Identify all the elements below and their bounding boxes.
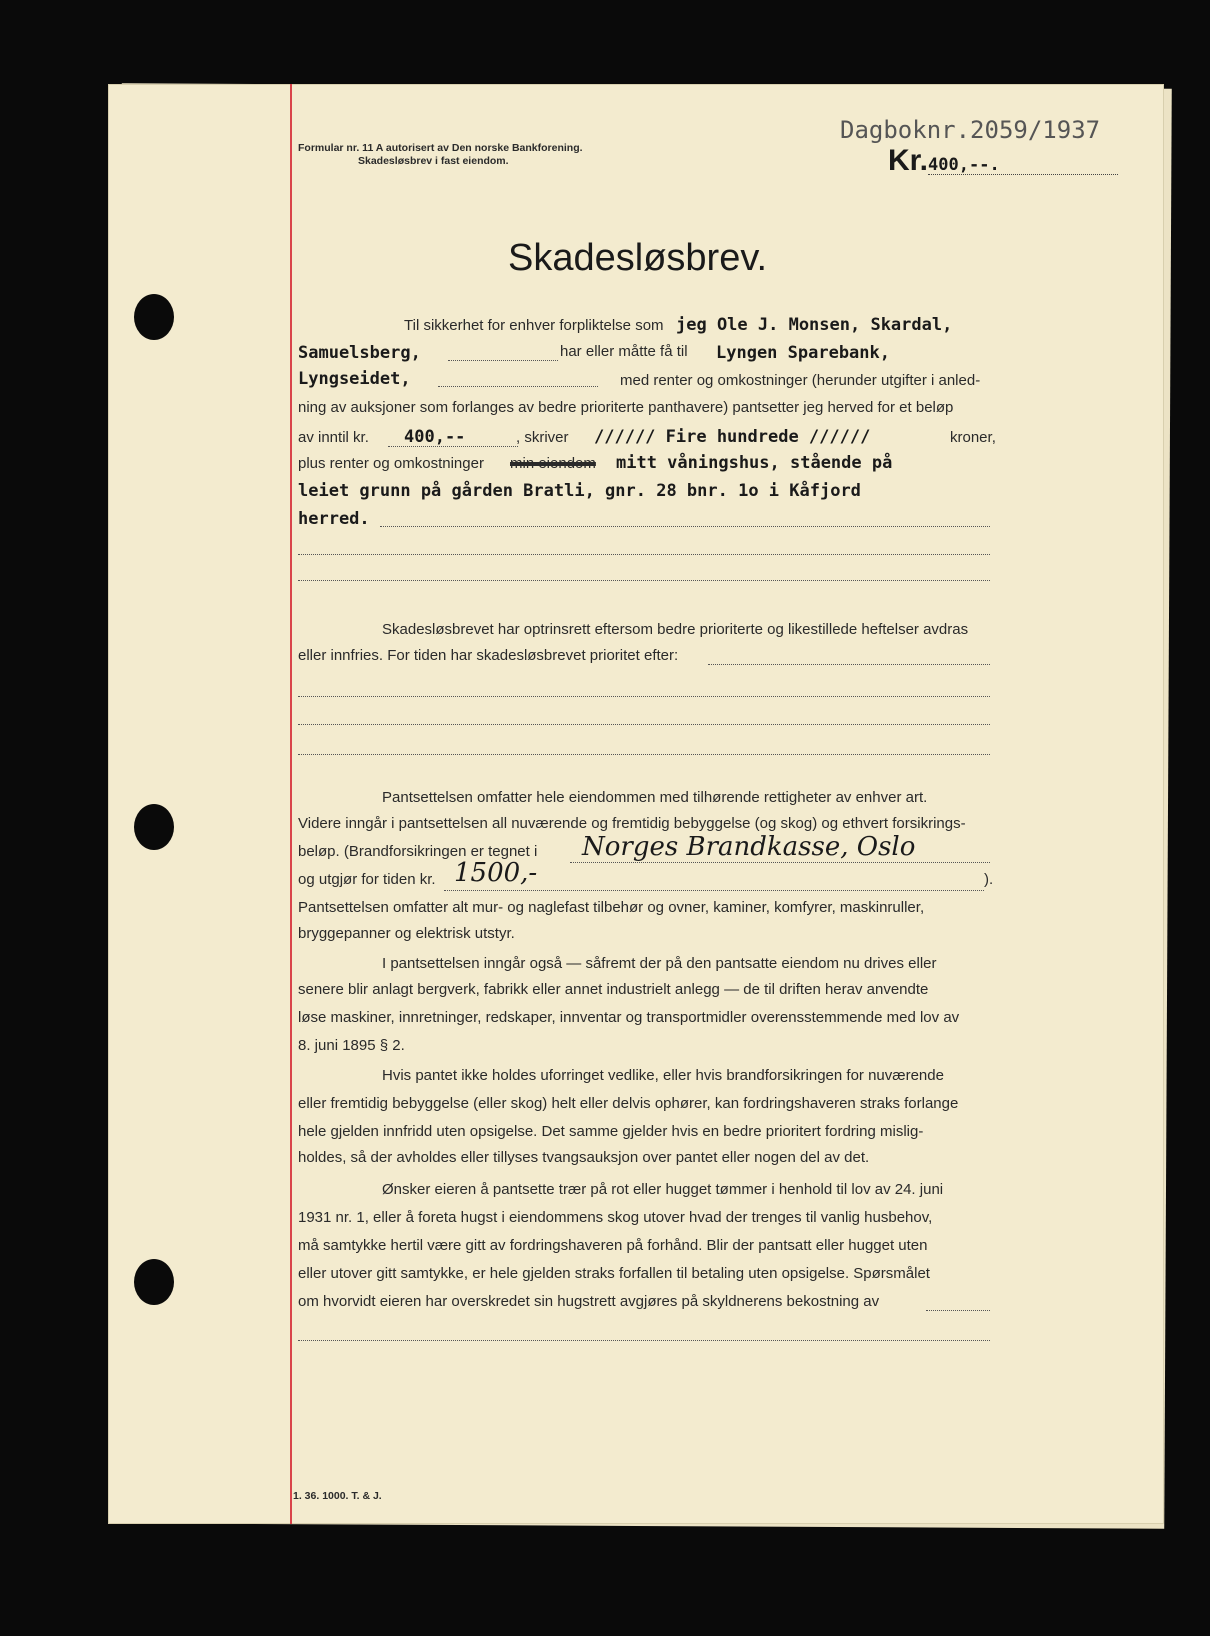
text-line: Hvis pantet ikke holdes uforringet vedlike, eller hvis brandforsikringen for nuværende bbox=[382, 1067, 944, 1084]
text-line: , skriver bbox=[516, 429, 569, 446]
dotted-line bbox=[298, 554, 990, 555]
text-line: beløp. (Brandforsikringen er tegnet i bbox=[298, 843, 538, 860]
filled-amount-words: ////// Fire hundrede ////// bbox=[594, 427, 871, 447]
dotted-line bbox=[448, 360, 558, 361]
text-line: Pantsettelsen omfatter hele eiendommen med tilhørende rettigheter av enhver art. bbox=[382, 789, 928, 806]
text-line: eller utover gitt samtykke, er hele gjelden straks forfallen til betaling uten opsigelse. Spørsmålet bbox=[298, 1265, 930, 1282]
kr-label: Kr. bbox=[888, 144, 929, 177]
text-line: senere blir anlagt bergverk, fabrikk eller annet industrielt anlegg — de til driften herav anvendte bbox=[298, 981, 929, 998]
text-line: om hvorvidt eieren har overskredet sin hugstrett avgjøres på skyldnerens bekostning av bbox=[298, 1293, 880, 1310]
filled-debtor: jeg Ole J. Monsen, Skardal, bbox=[676, 315, 953, 335]
text-line: ning av auksjoner som forlanges av bedre prioriterte panthavere) pantsetter jeg herved for et beløp bbox=[298, 399, 954, 416]
text-line: bryggepanner og elektrisk utstyr. bbox=[298, 925, 515, 942]
text-line: 8. juni 1895 § 2. bbox=[298, 1037, 405, 1054]
dotted-line bbox=[298, 696, 990, 697]
text-line: plus renter og omkostninger bbox=[298, 455, 484, 472]
dotted-line bbox=[298, 724, 990, 725]
document-page bbox=[108, 84, 1164, 1524]
filled-amount: 400,-- bbox=[404, 427, 466, 447]
dotted-line bbox=[444, 890, 984, 891]
filled-creditor: Lyngen Sparebank, bbox=[716, 343, 890, 363]
text-line: Videre inngår i pantsettelsen all nuværende og fremtidig bebyggelse (og skog) og ethvert forsikrings- bbox=[298, 815, 966, 832]
handwritten-value: 1500,- bbox=[454, 858, 538, 888]
punch-hole bbox=[134, 804, 174, 850]
text-line: Til sikkerhet for enhver forpliktelse som bbox=[404, 317, 664, 334]
text-line: må samtykke hertil være gitt av fordringshaveren på forhånd. Blir der pantsatt eller hugget uten bbox=[298, 1237, 928, 1254]
form-type: Skadesløsbrev i fast eiendom. bbox=[358, 155, 509, 167]
dotted-line bbox=[438, 386, 598, 387]
dotted-line bbox=[708, 664, 990, 665]
dotted-line bbox=[388, 446, 518, 447]
punch-hole bbox=[134, 294, 174, 340]
text-line: har eller måtte få til bbox=[560, 343, 688, 360]
text-line: Skadesløsbrevet har optrinsrett eftersom bedre prioriterte og likestillede heftelser avdras bbox=[382, 621, 969, 638]
filled-property: mitt våningshus, stående på bbox=[616, 453, 893, 473]
punch-hole bbox=[134, 1259, 174, 1305]
page-title: Skadesløsbrev. bbox=[508, 237, 768, 279]
text-line: Pantsettelsen omfatter alt mur- og naglefast tilbehør og ovner, kaminer, komfyrer, maskinruller, bbox=[298, 899, 925, 916]
text-line: løse maskiner, innretninger, redskaper, innventar og transportmidler overensstemmende med lov av bbox=[298, 1009, 960, 1026]
dotted-line bbox=[380, 526, 990, 527]
text-line: og utgjør for tiden kr. bbox=[298, 871, 436, 888]
filled-property: herred. bbox=[298, 509, 370, 529]
dotted-line bbox=[298, 580, 990, 581]
dotted-line bbox=[298, 1340, 990, 1341]
filled-debtor-place: Samuelsberg, bbox=[298, 343, 421, 363]
dotted-line bbox=[298, 754, 990, 755]
text-line: eller fremtidig bebyggelse (eller skog) helt eller delvis ophører, kan fordringshaveren straks forlange bbox=[298, 1095, 959, 1112]
filled-property: leiet grunn på gården Bratli, gnr. 28 bnr. 1o i Kåfjord bbox=[298, 481, 861, 501]
amount-header bbox=[888, 144, 1000, 178]
dotted-line bbox=[570, 862, 990, 863]
dotted-line bbox=[926, 1310, 990, 1311]
text-line: I pantsettelsen inngår også — såfremt der på den pantsatte eiendom nu drives eller bbox=[382, 955, 937, 972]
text-line: med renter og omkostninger (herunder utgifter i anled- bbox=[620, 372, 981, 389]
amount-dotted-line bbox=[928, 174, 1118, 175]
text-line: av inntil kr. bbox=[298, 429, 369, 446]
text-line: hele gjelden innfridd uten opsigelse. Det samme gjelder hvis en bedre prioritert fordring mislig- bbox=[298, 1123, 924, 1140]
struck-text: min eiendom bbox=[510, 455, 596, 472]
red-margin-line bbox=[290, 84, 292, 1524]
text-line: holdes, så der avholdes eller tillyses tvangsauksjon over pantet eller nogen del av det. bbox=[298, 1149, 870, 1166]
text-line: 1931 nr. 1, eller å foreta hugst i eiendommens skog utover hvad der trenges til vanlig husbehov, bbox=[298, 1209, 933, 1226]
kr-amount: 400,--. bbox=[928, 155, 1000, 175]
text-line: eller innfries. For tiden har skadesløsbrevet prioritet efter: bbox=[298, 647, 679, 664]
handwritten-insurer: Norges Brandkasse, Oslo bbox=[582, 832, 916, 862]
print-footer: 1. 36. 1000. T. & J. bbox=[293, 1490, 382, 1502]
journal-number: Dagboknr.2059/1937 bbox=[840, 116, 1101, 144]
text-line: kroner, bbox=[950, 429, 996, 446]
form-number: Formular nr. 11 A autorisert av Den norske Bankforening. bbox=[298, 142, 583, 154]
text-line: ). bbox=[984, 871, 994, 888]
text-line: Ønsker eieren å pantsette trær på rot eller hugget tømmer i henhold til lov av 24. juni bbox=[382, 1181, 944, 1198]
filled-creditor-place: Lyngseidet, bbox=[298, 369, 411, 389]
